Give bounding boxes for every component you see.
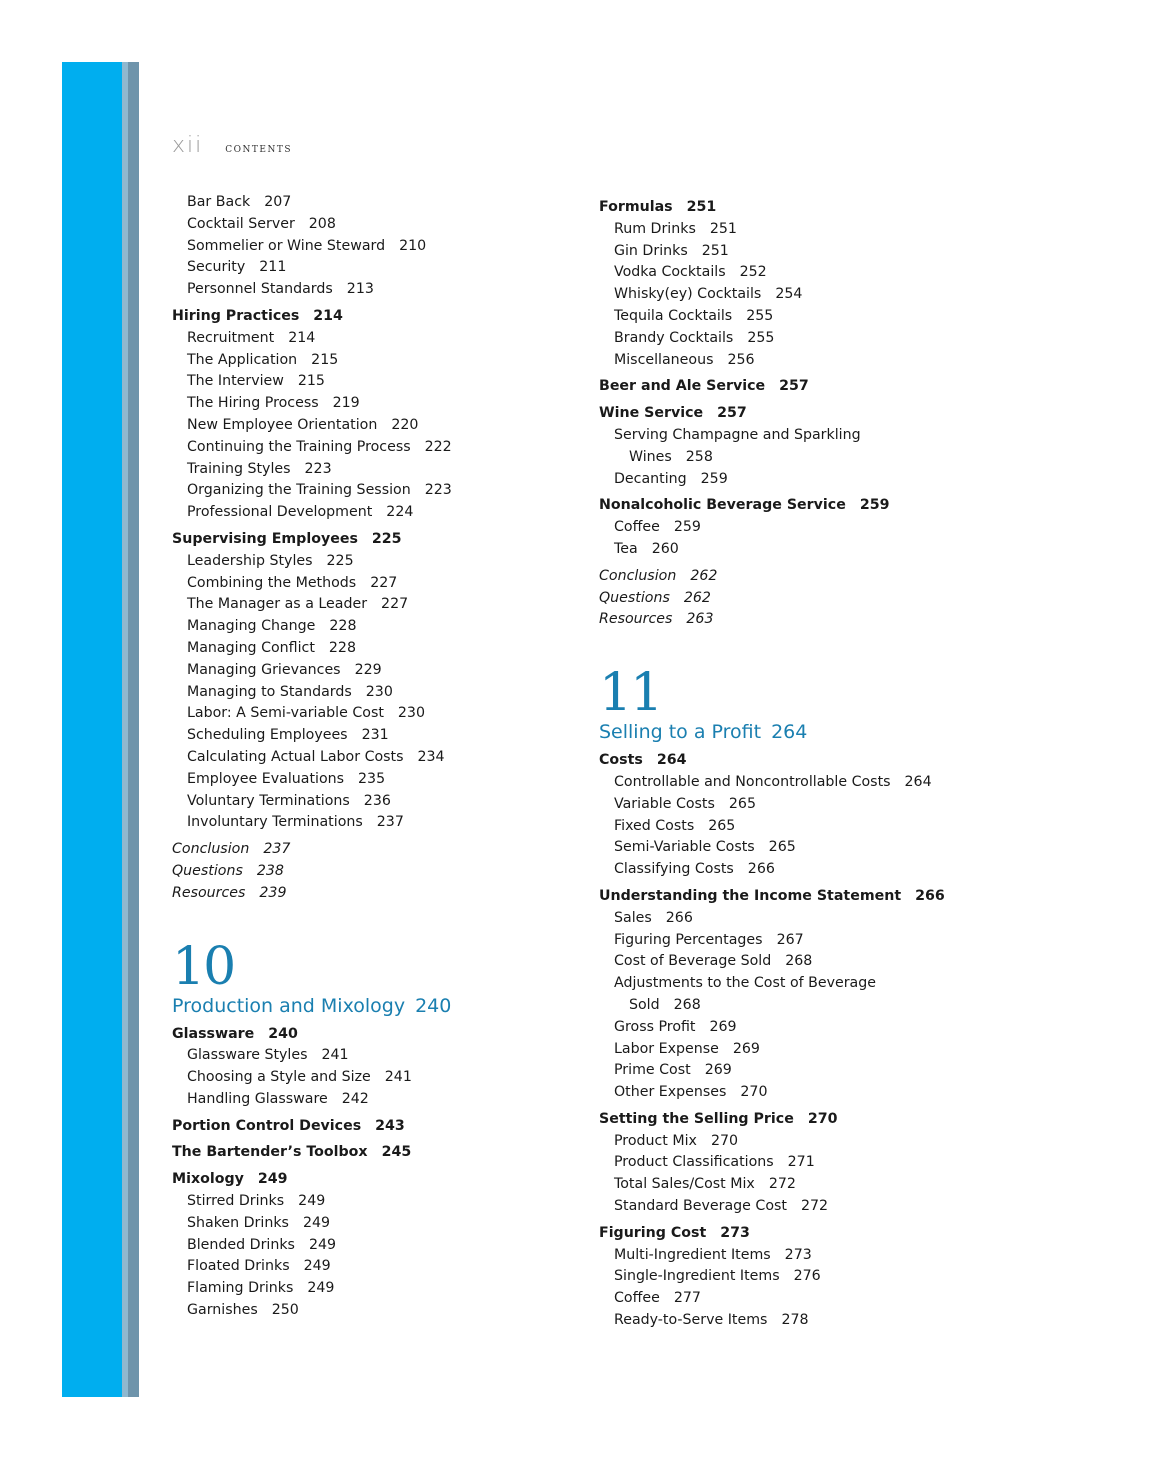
toc-page-number: 210 <box>399 237 427 254</box>
toc-page-number: 229 <box>354 661 382 678</box>
chapter-title-text: Selling to a Profit <box>599 721 762 744</box>
toc-entry-title: Blended Drinks <box>187 1236 295 1253</box>
toc-page-number: 263 <box>686 611 714 628</box>
decorative-edge-band <box>62 62 122 1397</box>
toc-entry-title: The Application <box>187 351 298 368</box>
toc-entry-title: Garnishes <box>187 1302 258 1319</box>
toc-page-number: 225 <box>371 530 402 547</box>
toc-entry-title: Managing Grievances <box>187 661 341 678</box>
page-folio: xii <box>172 133 204 158</box>
toc-subentry <box>599 284 1019 306</box>
toc-entry-title: Involuntary Terminations <box>187 814 363 831</box>
toc-page-number: 254 <box>775 286 803 303</box>
toc-page-number: 207 <box>264 194 292 210</box>
toc-subentry <box>599 1174 1019 1196</box>
toc-subentry-continued <box>599 447 1019 469</box>
toc-section-heading <box>599 495 1019 517</box>
toc-entry-title: Professional Development <box>187 504 373 521</box>
toc-page-number: 224 <box>386 504 414 521</box>
toc-entry-title: Single-Ingredient Items <box>614 1268 780 1285</box>
toc-entry-title: Tequila Cocktails <box>614 307 733 324</box>
toc-page-number: 249 <box>302 1214 331 1231</box>
toc-page-number: 236 <box>363 792 391 809</box>
toc-page-number: 258 <box>685 448 713 465</box>
toc-page-number: 222 <box>424 438 452 455</box>
toc-page-number: 273 <box>720 1224 750 1241</box>
toc-section-heading <box>172 1169 572 1191</box>
toc-entry-title: Cocktail Server <box>187 215 295 232</box>
toc-entry-title: Variable Costs <box>614 795 715 812</box>
chapter-title <box>172 993 572 1019</box>
toc-page-number: 268 <box>673 996 701 1013</box>
toc-subentry <box>599 350 1019 372</box>
toc-entry-title: Leadership Styles <box>187 552 313 569</box>
toc-entry-title: The Interview <box>187 373 284 390</box>
toc-page-number: 265 <box>768 839 796 856</box>
toc-page-number: 249 <box>307 1280 335 1297</box>
toc-entry-title: Beer and Ale Service <box>599 378 766 395</box>
toc-page-number: 272 <box>800 1198 829 1215</box>
toc-page-number: 276 <box>793 1268 821 1285</box>
toc-subentry <box>599 1245 1019 1267</box>
toc-subentry <box>599 469 1019 491</box>
toc-subentry <box>172 415 572 437</box>
toc-entry-title: Semi-Variable Costs <box>614 839 755 856</box>
toc-end-matter <box>172 883 572 905</box>
toc-page-number: 231 <box>361 727 389 744</box>
toc-entry-title: Understanding the Income Statement <box>599 887 902 904</box>
toc-page-number: 252 <box>739 264 767 281</box>
toc-subentry <box>172 682 572 704</box>
toc-page-number: 255 <box>746 307 774 324</box>
toc-entry-title: Setting the Selling Price <box>599 1110 794 1127</box>
toc-page-number: 227 <box>381 596 409 613</box>
toc-page-number: 223 <box>424 482 452 499</box>
toc-entry-title: Calculating Actual Labor Costs <box>187 748 404 765</box>
toc-entry-title: Product Classifications <box>614 1154 774 1171</box>
toc-entry-title: Choosing a Style and Size <box>187 1069 371 1086</box>
toc-subentry <box>172 192 572 214</box>
toc-subentry <box>599 1310 1019 1332</box>
toc-subentry <box>599 1196 1019 1218</box>
toc-subentry <box>599 973 1019 995</box>
toc-entry-title: Labor Expense <box>614 1040 719 1057</box>
toc-entry-title: Adjustments to the Cost of Beverage <box>614 975 876 992</box>
toc-subentry <box>599 816 1019 838</box>
toc-entry-title: Gross Profit <box>614 1018 696 1035</box>
toc-entry-title: Organizing the Training Session <box>187 482 411 499</box>
chapter-number: 11 <box>599 663 662 724</box>
toc-page-number: 242 <box>341 1090 369 1107</box>
toc-entry-title: Decanting <box>614 470 687 487</box>
chapter-title-text: Production and Mixology <box>172 994 406 1017</box>
toc-page-number: 266 <box>747 861 775 878</box>
toc-entry-title: Flaming Drinks <box>187 1280 294 1297</box>
toc-subentry <box>599 241 1019 263</box>
toc-page-number: 238 <box>256 862 284 879</box>
toc-left-column <box>172 192 572 1322</box>
toc-entry-title: Wine Service <box>599 405 704 422</box>
toc-entry-title: Conclusion <box>599 567 677 584</box>
toc-entry-title: Prime Cost <box>614 1062 691 1079</box>
toc-entry-title: Serving Champagne and Sparkling <box>614 426 861 443</box>
toc-page-number: 213 <box>346 281 374 298</box>
toc-subentry-continued <box>599 995 1019 1017</box>
toc-entry-title: Managing Change <box>187 618 316 635</box>
toc-subentry <box>172 747 572 769</box>
toc-entry-title: Handling Glassware <box>187 1090 328 1107</box>
toc-entry-title: Portion Control Devices <box>172 1117 362 1134</box>
toc-subentry <box>599 794 1019 816</box>
toc-page-number: 262 <box>690 567 718 584</box>
toc-page-number: 249 <box>303 1258 331 1275</box>
toc-page-number: 259 <box>700 470 728 487</box>
toc-page-number: 268 <box>785 953 813 970</box>
toc-section-heading <box>599 376 1019 398</box>
toc-subentry <box>172 1089 572 1111</box>
toc-subentry <box>599 1131 1019 1153</box>
toc-entry-title: Standard Beverage Cost <box>614 1198 787 1215</box>
toc-subentry <box>172 812 572 834</box>
toc-subentry <box>599 517 1019 539</box>
toc-end-matter <box>599 566 1019 588</box>
toc-page-number: 239 <box>259 884 287 901</box>
toc-section-heading <box>172 1116 572 1138</box>
toc-entry-title: Resources <box>599 611 673 628</box>
toc-entry-title: Ready-to-Serve Items <box>614 1312 768 1329</box>
toc-subentry <box>172 279 572 301</box>
toc-subentry <box>172 551 572 573</box>
toc-entry-title: Tea <box>614 540 638 557</box>
toc-page-number: 234 <box>417 748 445 765</box>
toc-entry-title: Coffee <box>614 1290 660 1307</box>
toc-page-number: 214 <box>288 329 316 346</box>
toc-entry-title: Voluntary Terminations <box>187 792 350 809</box>
toc-section-heading <box>599 1223 1019 1245</box>
toc-entry-title: Brandy Cocktails <box>614 329 734 346</box>
toc-entry-title: Stirred Drinks <box>187 1193 285 1210</box>
toc-subentry <box>172 1278 572 1300</box>
toc-page-number: 237 <box>263 841 291 858</box>
toc-entry-title: Miscellaneous <box>614 351 714 368</box>
toc-entry-title: Sommelier or Wine Steward <box>187 237 386 254</box>
toc-subentry <box>172 594 572 616</box>
toc-subentry <box>172 1067 572 1089</box>
toc-subentry <box>599 1060 1019 1082</box>
toc-entry-title: Floated Drinks <box>187 1258 290 1275</box>
toc-entry-title: Rum Drinks <box>614 220 696 237</box>
toc-entry-title: Gin Drinks <box>614 242 688 259</box>
toc-subentry <box>599 1082 1019 1104</box>
toc-page-number: 262 <box>683 589 711 606</box>
toc-right-column <box>599 192 1019 1332</box>
toc-subentry <box>172 1256 572 1278</box>
toc-page-number: 225 <box>326 552 354 569</box>
toc-page-number: 251 <box>701 242 729 259</box>
toc-page-number: 249 <box>298 1193 326 1210</box>
toc-page-number: 273 <box>784 1246 812 1263</box>
toc-subentry <box>172 703 572 725</box>
running-head <box>172 133 292 158</box>
toc-entry-title: Personnel Standards <box>187 281 333 298</box>
toc-entry-title: Wines <box>629 448 672 465</box>
toc-page-number: 269 <box>709 1018 737 1035</box>
toc-entry-title: Total Sales/Cost Mix <box>614 1176 755 1193</box>
toc-page-number: 251 <box>709 220 737 237</box>
toc-entry-title: Fixed Costs <box>614 817 695 834</box>
toc-entry-title: Managing to Standards <box>187 683 352 700</box>
toc-page-number: 251 <box>686 199 717 215</box>
toc-subentry <box>172 371 572 393</box>
toc-section-heading <box>599 197 1019 219</box>
toc-subentry <box>599 772 1019 794</box>
toc-entry-title: Glassware Styles <box>187 1047 308 1064</box>
toc-subentry <box>172 257 572 279</box>
toc-entry-title: Managing Conflict <box>187 639 315 656</box>
toc-end-matter <box>172 839 572 861</box>
toc-subentry <box>172 480 572 502</box>
toc-page-number: 243 <box>375 1117 405 1134</box>
toc-page-number: 270 <box>740 1084 768 1101</box>
toc-section-heading <box>599 403 1019 425</box>
toc-page-number: 269 <box>732 1040 760 1057</box>
toc-entry-title: Employee Evaluations <box>187 770 345 787</box>
toc-page-number: 241 <box>321 1047 349 1064</box>
toc-subentry <box>172 328 572 350</box>
toc-subentry <box>599 1039 1019 1061</box>
toc-entry-title: Recruitment <box>187 329 275 346</box>
toc-subentry <box>599 328 1019 350</box>
toc-page-number: 215 <box>297 373 325 390</box>
toc-subentry <box>172 1045 572 1067</box>
toc-entry-title: The Bartender’s Toolbox <box>172 1144 368 1161</box>
toc-page-number: 270 <box>807 1110 838 1127</box>
toc-subentry <box>172 573 572 595</box>
toc-page-number: 228 <box>329 618 357 635</box>
toc-entry-title: The Manager as a Leader <box>187 596 368 613</box>
toc-subentry <box>599 1017 1019 1039</box>
toc-subentry <box>172 214 572 236</box>
chapter-page-number: 264 <box>771 721 808 744</box>
toc-page-number: 237 <box>376 814 404 831</box>
toc-page-number: 219 <box>332 395 360 412</box>
toc-subentry <box>599 859 1019 881</box>
toc-entry-title: Product Mix <box>614 1132 697 1149</box>
toc-entry-title: Cost of Beverage Sold <box>614 953 772 970</box>
toc-section-heading <box>172 306 572 328</box>
toc-subentry <box>599 908 1019 930</box>
toc-page-number: 256 <box>727 351 755 368</box>
toc-subentry <box>172 1235 572 1257</box>
toc-page-number: 249 <box>308 1236 337 1253</box>
toc-page-number: 257 <box>717 405 747 422</box>
toc-subentry <box>172 502 572 524</box>
toc-page-number: 241 <box>384 1069 412 1086</box>
toc-entry-title: Coffee <box>614 519 660 536</box>
toc-subentry <box>172 437 572 459</box>
toc-page-number: 264 <box>904 773 932 790</box>
toc-subentry <box>599 425 1019 447</box>
toc-page-number: 265 <box>708 817 736 834</box>
toc-entry-title: Controllable and Noncontrollable Costs <box>614 773 891 790</box>
toc-page-number: 266 <box>915 887 945 904</box>
toc-entry-title: Bar Back <box>187 194 251 210</box>
toc-subentry <box>172 725 572 747</box>
toc-page-number: 264 <box>656 752 687 769</box>
decorative-edge-stripe-dark <box>128 62 139 1397</box>
toc-subentry <box>599 306 1019 328</box>
toc-subentry <box>599 951 1019 973</box>
toc-page-number: 223 <box>304 460 332 477</box>
toc-end-matter <box>599 609 1019 631</box>
toc-entry-title: Labor: A Semi-variable Cost <box>187 705 384 722</box>
toc-entry-title: Resources <box>172 884 246 901</box>
toc-entry-title: Glassware <box>172 1025 255 1042</box>
toc-entry-title: Other Expenses <box>614 1084 727 1101</box>
toc-entry-title: Formulas <box>599 199 673 215</box>
toc-subentry <box>599 930 1019 952</box>
toc-entry-title: Sales <box>614 909 652 926</box>
toc-page-number: 271 <box>787 1154 815 1171</box>
toc-page-number: 227 <box>370 574 398 591</box>
toc-entry-title: Hiring Practices <box>172 307 300 324</box>
toc-subentry <box>172 638 572 660</box>
toc-section-heading <box>172 529 572 551</box>
toc-subentry <box>172 236 572 258</box>
toc-entry-title: Continuing the Training Process <box>187 438 411 455</box>
toc-entry-title: New Employee Orientation <box>187 416 378 433</box>
toc-subentry <box>172 660 572 682</box>
toc-page-number: 230 <box>397 705 425 722</box>
chapter-number: 10 <box>172 936 235 997</box>
toc-page-number: 257 <box>779 378 809 395</box>
toc-page-number: 220 <box>391 416 419 433</box>
chapter-heading <box>172 936 572 1019</box>
toc-page-number: 250 <box>271 1302 299 1319</box>
toc-subentry <box>172 769 572 791</box>
toc-entry-title: Security <box>187 259 246 276</box>
toc-section-heading <box>599 1109 1019 1131</box>
toc-section-heading <box>172 1024 572 1046</box>
toc-entry-title: Combining the Methods <box>187 574 357 591</box>
toc-section-heading <box>599 886 1019 908</box>
toc-entry-title: Questions <box>172 862 243 879</box>
toc-section-heading <box>172 1142 572 1164</box>
toc-page-number: 265 <box>728 795 756 812</box>
toc-entry-title: Figuring Cost <box>599 1224 707 1241</box>
toc-end-matter <box>172 861 572 883</box>
toc-entry-title: Conclusion <box>172 841 250 858</box>
toc-subentry <box>172 616 572 638</box>
toc-page-number: 272 <box>768 1176 796 1193</box>
toc-entry-title: Classifying Costs <box>614 861 734 878</box>
toc-page-number: 211 <box>259 259 287 276</box>
toc-page-number: 230 <box>365 683 393 700</box>
toc-entry-title: Whisky(ey) Cocktails <box>614 286 762 303</box>
toc-page-number: 277 <box>673 1290 701 1307</box>
toc-subentry <box>172 1300 572 1322</box>
chapter-page-number: 240 <box>415 994 452 1017</box>
toc-end-matter <box>599 588 1019 610</box>
toc-page-number: 269 <box>704 1062 732 1079</box>
toc-entry-title: Figuring Percentages <box>614 931 763 948</box>
toc-entry-title: Mixology <box>172 1171 244 1188</box>
toc-page-number: 240 <box>268 1025 298 1042</box>
toc-subentry <box>172 459 572 481</box>
toc-page-number: 208 <box>308 215 336 232</box>
toc-subentry <box>172 791 572 813</box>
toc-subentry <box>599 262 1019 284</box>
toc-page-number: 245 <box>381 1144 412 1161</box>
toc-entry-title: Supervising Employees <box>172 530 358 547</box>
toc-subentry <box>172 393 572 415</box>
toc-page-number: 259 <box>673 519 701 536</box>
toc-subentry <box>172 1213 572 1235</box>
toc-entry-title: The Hiring Process <box>187 395 319 412</box>
toc-subentry <box>599 1152 1019 1174</box>
toc-section-heading <box>599 750 1019 772</box>
toc-entry-title: Shaken Drinks <box>187 1214 289 1231</box>
toc-page-number: 260 <box>651 540 679 557</box>
toc-page-number: 215 <box>311 351 339 368</box>
toc-subentry <box>599 219 1019 241</box>
toc-subentry <box>172 1191 572 1213</box>
toc-page-number: 266 <box>665 909 693 926</box>
toc-page-number: 255 <box>747 329 775 346</box>
toc-subentry <box>599 539 1019 561</box>
toc-subentry <box>599 837 1019 859</box>
toc-page-number: 259 <box>859 497 890 514</box>
toc-page-number: 235 <box>358 770 386 787</box>
toc-entry-title: Scheduling Employees <box>187 727 348 744</box>
chapter-title <box>599 719 1019 745</box>
toc-page-number: 228 <box>328 639 356 656</box>
toc-entry-title: Questions <box>599 589 670 606</box>
toc-page-number: 278 <box>781 1312 809 1329</box>
toc-entry-title: Multi-Ingredient Items <box>614 1246 771 1263</box>
toc-entry-title: Costs <box>599 752 643 769</box>
toc-page-number: 270 <box>710 1132 739 1149</box>
toc-page-number: 267 <box>776 931 804 948</box>
toc-subentry <box>172 350 572 372</box>
toc-entry-title: Vodka Cocktails <box>614 264 726 281</box>
running-head-label: contents <box>225 141 293 156</box>
toc-entry-title: Sold <box>629 996 660 1013</box>
chapter-heading <box>599 663 1019 745</box>
toc-entry-title: Training Styles <box>187 460 291 477</box>
toc-subentry <box>599 1266 1019 1288</box>
toc-subentry <box>599 1288 1019 1310</box>
toc-page-number: 214 <box>313 307 343 324</box>
toc-page-number: 249 <box>257 1171 288 1188</box>
toc-entry-title: Nonalcoholic Beverage Service <box>599 497 846 514</box>
